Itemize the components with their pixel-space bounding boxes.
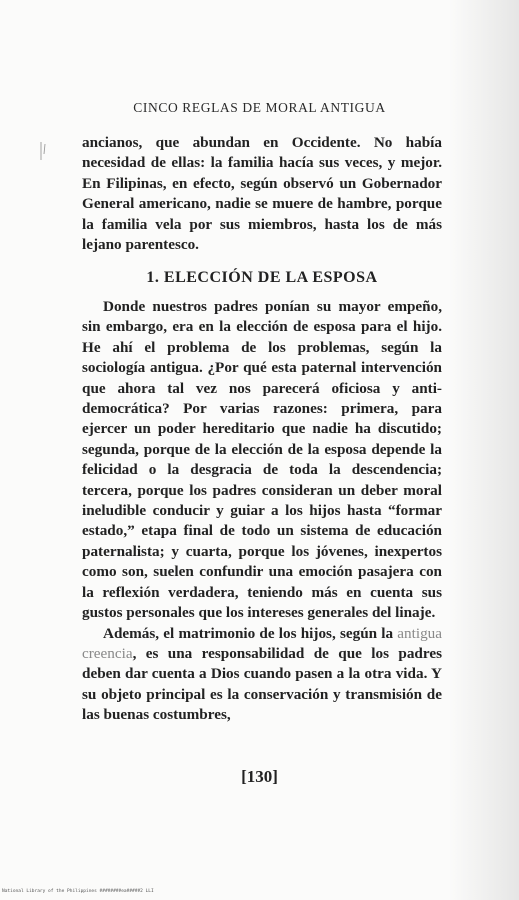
page-number: [130]: [241, 767, 278, 786]
margin-pencil-mark: [38, 140, 48, 162]
paragraph-continued: [82, 133, 442, 255]
paragraph-3-start: Además, el matrimonio de los hijos, según la: [103, 624, 394, 642]
paragraph-1: ancianos, que abundan en Occidente. No había necesidad de ellas: la familia hacía sus veces, y mejor. En Filipinas, en efecto, según observó un Gobernador General americano, nadie se muere de hambre, porque la familia vela por sus miembros, hasta los de más lejano parentesco.: [82, 134, 442, 254]
scan-footer-note: National Library of the Philippines ########ea#####2 LLI: [2, 889, 154, 894]
paragraph-3-faint-text: antigua creencia: [82, 624, 442, 662]
running-head: CINCO REGLAS DE MORAL ANTIGUA: [133, 100, 386, 115]
paragraph-3-rest: , es una responsabilidad de que los padres deben dar cuenta a Dios cuando pasen a la otra vida. Y su objeto principal es la conservación y transmisión de las buenas costumbres,: [82, 644, 442, 724]
page-edge-shadow: [449, 0, 519, 900]
paragraph-3: [82, 624, 442, 726]
paragraph-2: Donde nuestros padres ponían su mayor empeño, sin embargo, era en la elección de esposa para el hijo. He ahí el problema de los problemas, según la sociología antigua. ¿Por qué esta paternal intervención que ahora tal vez nos parecerá oficiosa y anti-democrática? Por varias razones: primera, para ejercer un poder hereditario que nadie ha discutido; segunda, porque de la elección de la esposa depende la felicidad o la desgracia de toda la descendencia; tercera, porque los padres consideran un deber moral ineludible conducir y guiar a los hijos hasta “formar estado,” etapa final de todo un sistema de educación paternalista; y cuarta, porque los jóvenes, inexpertos como son, suelen confundir una emoción pasajera con la reflexión verdadera, teniendo más en cuenta sus gustos personales que los intereses generales del linaje.: [82, 298, 442, 622]
section-title: 1. ELECCIÓN DE LA ESPOSA: [146, 269, 378, 286]
section-body: [82, 297, 442, 726]
